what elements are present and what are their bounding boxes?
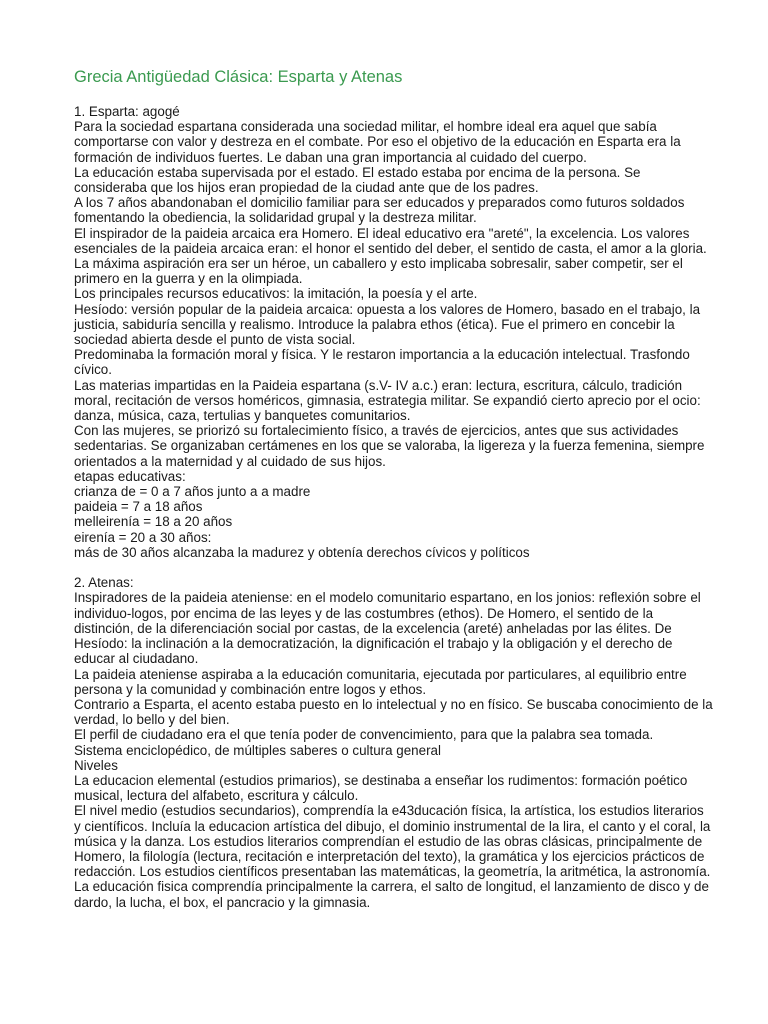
list-item: crianza de = 0 a 7 años junto a a madre [74, 484, 311, 500]
paragraph: Con las mujeres, se priorizó su fortalecimiento físico, a través de ejercicios, antes que sus actividades sedentarias. Se organizaban certámenes en los que se valoraba, la ligereza y la fuerza femenina, siempre orientados a la maternidad y al cuidado de sus hijos. [74, 423, 705, 469]
paragraph: La paideia ateniense aspiraba a la educación comunitaria, ejecutada por particulares, al equilibrio entre persona y la comunidad y combinación entre logos y ethos. [74, 666, 687, 697]
section-spacer [74, 560, 714, 575]
paragraph: Las materias impartidas en la Paideia espartana (s.V- IV a.c.) eran: lectura, escritura, cálculo, tradición moral, recitación de versos homéricos, gimnasia, estrategia militar. Se expandió cierto aprecio por el ocio: danza, música, caza, tertulias y banquetes comunitarios. [74, 377, 701, 424]
document-body [74, 104, 714, 910]
paragraph: Los principales recursos educativos: la imitación, la poesía y el arte. [74, 286, 478, 302]
list-item: eirenía = 20 a 30 años: [74, 529, 212, 545]
paragraph: Inspiradores de la paideia ateniense: en el modelo comunitario espartano, en los jonios: reflexión sobre el individuo-logos, por encima de las leyes y de las costumbres (ethos). De Homero, el sentido de la distinción, de la diferenciación social por castas, de la excelencia (areté) anheladas por las élites. De Hesíodo: la inclinación a la democratización, la dignificación el trabajo y la obligación y el derecho de educar al ciudadano. [74, 590, 701, 667]
paragraph: Sistema enciclopédico, de múltiples saberes o cultura general [74, 742, 441, 758]
document-title: Grecia Antigüedad Clásica: Esparta y Atenas [74, 68, 403, 86]
paragraph: El perfil de ciudadano era el que tenía poder de convencimiento, para que la palabra sea tomada. [74, 727, 654, 743]
list-item: más de 30 años alcanzaba la madurez y obtenía derechos cívicos y políticos [74, 544, 530, 560]
paragraph: Para la sociedad espartana considerada una sociedad militar, el hombre ideal era aquel que sabía comportarse con valor y destreza en el combate. Por eso el objetivo de la educación en Esparta era la formación de individuos fuertes. Le daban una gran importancia al cuidado del cuerpo. [74, 119, 681, 165]
paragraph: Predominaba la formación moral y física. Y le restaron importancia a la educación intelectual. Trasfondo cívico. [74, 347, 690, 378]
paragraph: Hesíodo: versión popular de la paideia arcaica: opuesta a los valores de Homero, basado en el trabajo, la justicia, sabiduría sencilla y realismo. Introduce la palabra ethos (ética). Fue el primero en concebir la sociedad abierta desde el punto de vista social. [74, 301, 701, 348]
list-heading-stages: etapas educativas: [74, 468, 186, 484]
paragraph: El inspirador de la paideia arcaica era Homero. El ideal educativo era "areté", la excelencia. Los valores esenciales de la paideia arcaica eran: el honor el sentido del deber, el sentido de casta, el amor a la gloria. [74, 225, 707, 256]
list-item: paideia = 7 a 18 años [74, 499, 203, 515]
paragraph: Contrario a Esparta, el acento estaba puesto en lo intelectual y no en físico. Se buscaba conocimiento de la verdad, lo bello y del bien. [74, 696, 713, 728]
paragraph: Niveles [74, 757, 118, 773]
section-heading-esparta: 1. Esparta: agogé [74, 104, 180, 119]
list-item: melleirenía = 18 a 20 años [74, 514, 233, 530]
paragraph: La educacion elemental (estudios primarios), se destinaba a enseñar los rudimentos: formación poético musical, lectura del alfabeto, escritura y cálculo. [74, 772, 688, 804]
paragraph: La educación estaba supervisada por el estado. El estado estaba por encima de la persona. Se consideraba que los hijos eran propiedad de la ciudad ante que de los padres. [74, 164, 641, 196]
paragraph: A los 7 años abandonaban el domicilio familiar para ser educados y preparados como futuros soldados fomentando la obediencia, la solidaridad grupal y la destreza militar. [74, 195, 685, 226]
paragraph: La máxima aspiración era ser un héroe, un caballero y esto implicaba sobresalir, saber competir, ser el primero en la guerra y en la olimpiada. [74, 256, 683, 287]
paragraph: El nivel medio (estudios secundarios), comprendía la e43ducación física, la artística, los estudios literarios y científicos. Incluía la educacion artística del dibujo, el dominio instrumental de la lira, el canto y el coral, la música y la danza. Los estudios literarios comprendían el estudio de las obras clásicas, principalmente de Homero, la filología (lectura, recitación e interpretación del texto), la gramática y los ejercicios prácticos de redacción. Los estudios científicos presentaban las matemáticas, la geometría, la aritmética, la astronomía. La educación fisica comprendía principalmente la carrera, el salto de longitud, el lanzamiento de disco y de dardo, la lucha, el box, el pancracio y la gimnasia. [74, 803, 711, 910]
section-heading-atenas: 2. Atenas: [74, 575, 134, 591]
